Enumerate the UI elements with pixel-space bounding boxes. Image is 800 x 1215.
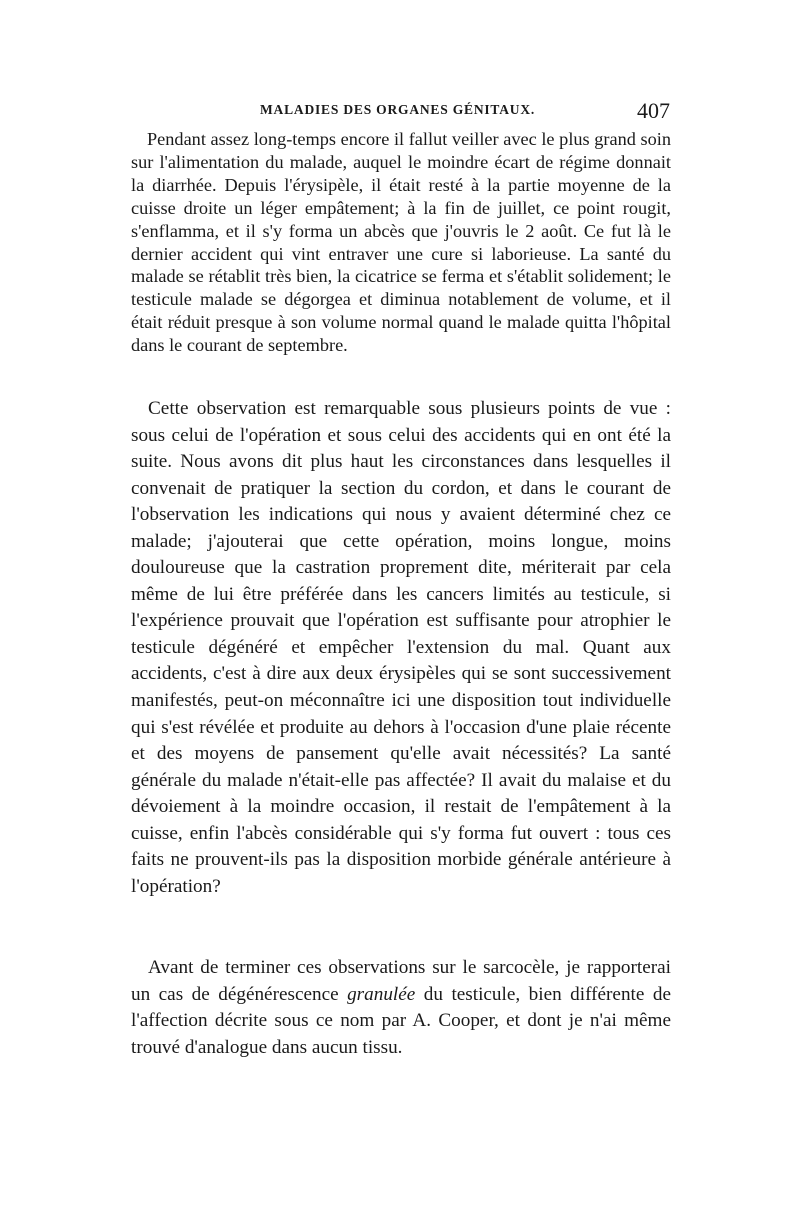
running-head-title: MALADIES DES ORGANES GÉNITAUX.	[260, 102, 536, 117]
paragraph-3-text-end: du testicule, bien différente de l'affection décrite sous ce nom par A. Cooper, et dont je n'ai même trouvé d'analogue dans aucun tissu.	[131, 983, 671, 1058]
paragraph-3	[131, 955, 671, 1061]
paragraph-3-emphasis: granulée	[347, 983, 416, 1005]
paragraph-1: Pendant assez long-temps encore il fallut veiller avec le plus grand soin sur l'alimentation du malade, auquel le moindre écart de régime donnait la diarrhée. Depuis l'érysipèle, il était resté à la partie moyenne de la cuisse droite un léger empâtement; à la fin de juillet, ce point rougit, s'enflamma, et il s'y forma un abcès que j'ouvris le 2 août. Ce fut là le dernier accident qui vint entraver une cure si laborieuse. La santé du malade se rétablit très bien, la cicatrice se ferma et s'établit solidement; le testicule malade se dégorgea et diminua notablement de volume, et il était réduit presque à son volume normal quand le malade quitta l'hôpital dans le courant de septembre.	[131, 129, 671, 356]
paragraph-3-text-start: Avant de terminer ces observations sur le sarcocèle, je rapporterai un cas de dégénérescence	[131, 957, 671, 1005]
page-number: 407	[637, 98, 670, 123]
running-head	[130, 98, 670, 126]
paragraph-2: Cette observation est remarquable sous plusieurs points de vue : sous celui de l'opération et sous celui des accidents qui en ont été la suite. Nous avons dit plus haut les circonstances dans lesquelles il convenait de pratiquer la section du cordon, et dans le courant de l'observation les indications qui nous y avaient déterminé chez ce malade; j'ajouterai que cette opération, moins longue, moins douloureuse que la castration proprement dite, mériterait par cela même de lui être préférée dans les cancers limités au testicule, si l'expérience prouvait que l'opération est suffisante pour atrophier le testicule dégénéré et empêcher l'extension du mal. Quant aux accidents, c'est à dire aux deux érysipèles qui se sont successivement manifestés, peut-on méconnaître ici une disposition tout individuelle qui s'est révélée et produite au dehors à l'occasion d'une plaie récente et des moyens de pansement qu'elle avait nécessités? La santé générale du malade n'était-elle pas affectée? Il avait du malaise et du dévoiement à la moindre occasion, il restait de l'empâtement à la cuisse, enfin l'abcès considérable qui s'y forma fut ouvert : tous ces faits ne prouvent-ils pas la disposition morbide générale antérieure à l'opération?	[131, 398, 671, 897]
